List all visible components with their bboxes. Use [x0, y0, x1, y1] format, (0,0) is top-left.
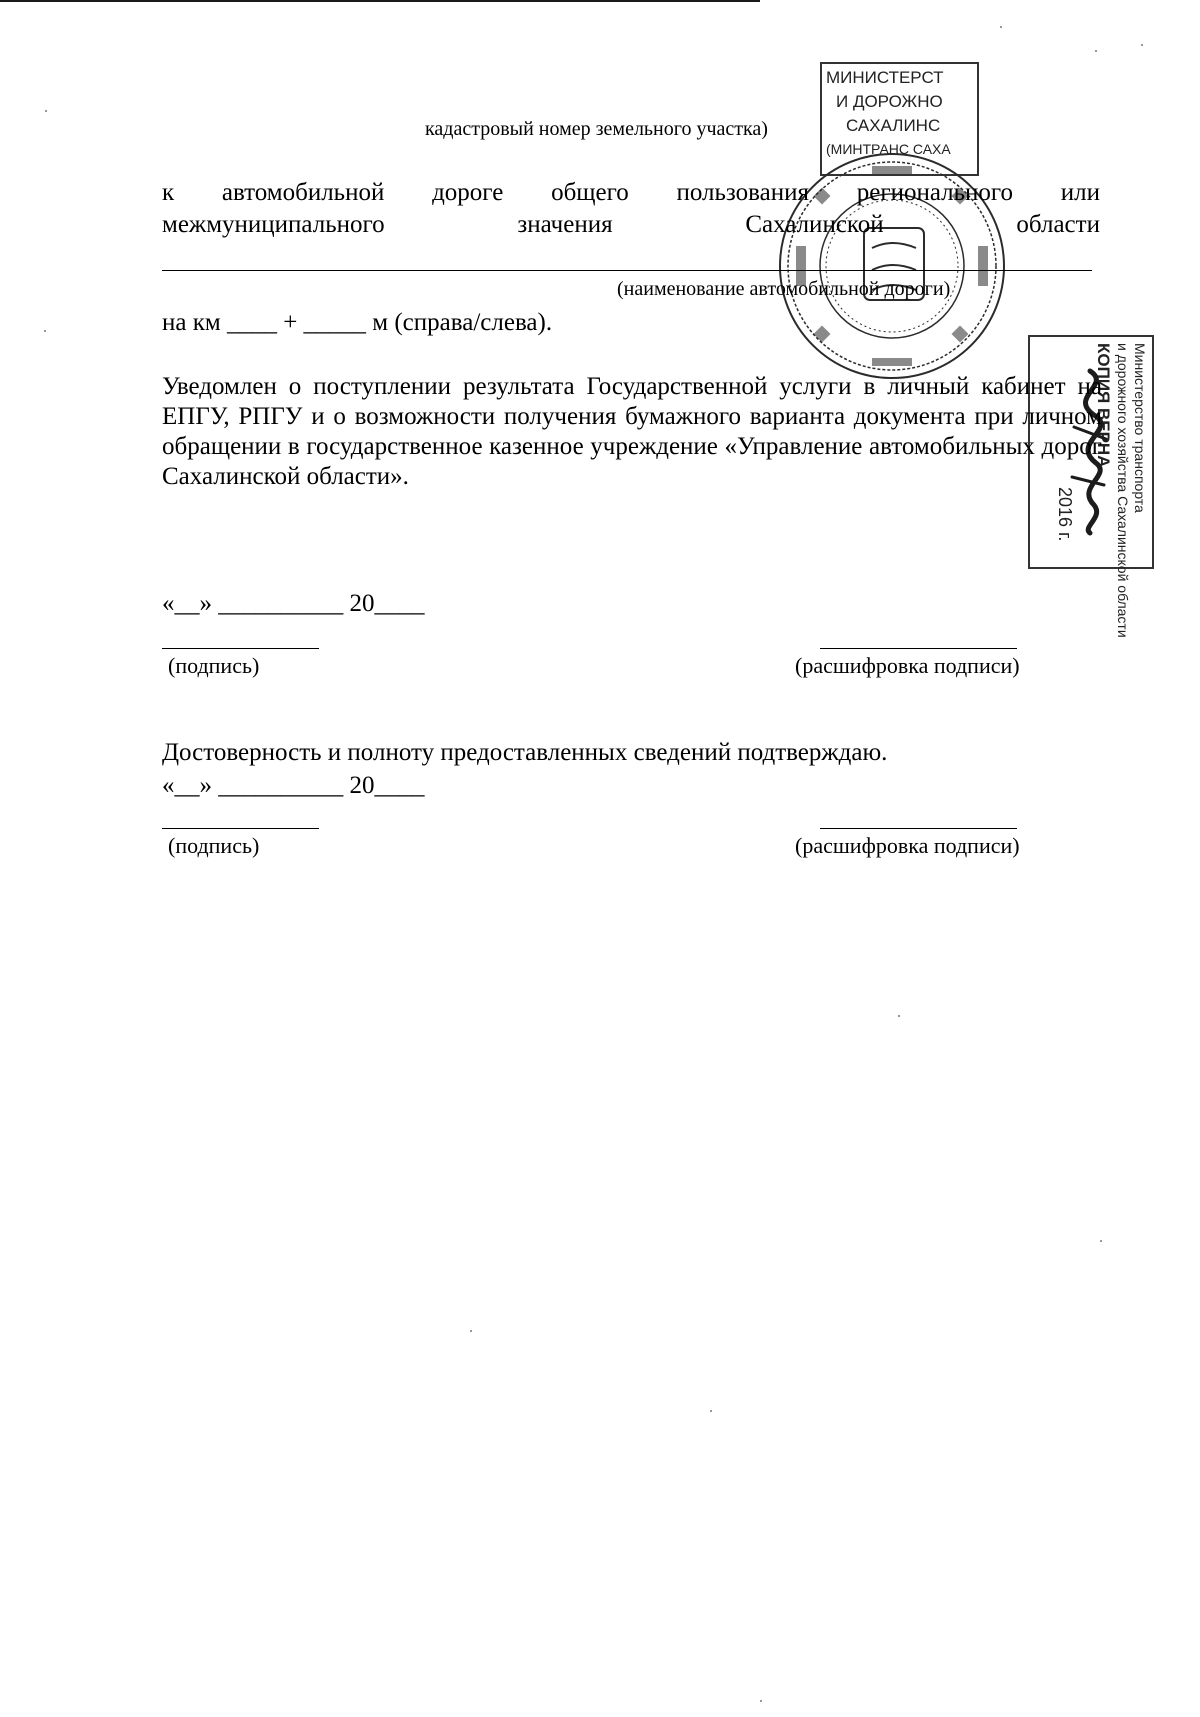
km-line: на км ____ + _____ м (справа/слева).	[162, 309, 553, 336]
notice-paragraph: Уведомлен о поступлении результата Государственной услуги в личный кабинет на ЕПГУ, РПГУ и о возможности получения бумажного варианта документа при личном обращении в государственное казенное учреждение «Управление автомобильных дорог Сахалинской области».	[162, 373, 1102, 490]
scan-speck	[1000, 26, 1002, 28]
ministry-stamp-line-1: МИНИСТЕРСТ	[826, 68, 944, 87]
road-name-underline	[162, 270, 1092, 271]
road-line1-word: регионального	[856, 179, 1014, 206]
signature-decode-line-1	[820, 648, 1017, 649]
road-text-line-1	[162, 178, 1100, 208]
signature-decode-caption-2: (расшифровка подписи)	[795, 833, 1020, 858]
vertical-stamp-year: 2016 г.	[1055, 487, 1075, 542]
ministry-stamp-line-4: (МИНТРАНС САХА	[826, 141, 951, 157]
vertical-stamp-line-2: и дорожного хозяйства Сахалинской области	[1115, 343, 1131, 638]
road-line2-word: области	[1016, 211, 1100, 238]
ministry-stamp-line-3: САХАЛИНС	[846, 116, 941, 135]
scan-speck	[45, 110, 47, 112]
scan-speck	[898, 1015, 900, 1017]
signature-line-1	[162, 648, 319, 649]
road-line1-word: или	[1060, 179, 1100, 206]
road-line1-word: пользования	[676, 179, 809, 206]
road-line2-word: значения	[517, 211, 613, 238]
scan-speck	[760, 1700, 762, 1702]
signature-decode-line-2	[820, 828, 1017, 829]
road-line1-word: общего	[551, 179, 629, 206]
signature-caption-2: (подпись)	[168, 833, 260, 858]
ministry-stamp-line-2: И ДОРОЖНО	[836, 92, 943, 111]
road-name-caption: (наименование автомобильной дороги)	[617, 278, 951, 300]
vertical-stamp-copy: КОПИЯ ВЕРНА	[1094, 343, 1113, 468]
signature-decode-caption-1: (расшифровка подписи)	[795, 653, 1020, 678]
vertical-stamp-line-1: Министерство транспорта	[1132, 343, 1148, 513]
road-line2-word: Сахалинской	[745, 211, 884, 238]
road-line2-word: межмуниципального	[162, 211, 385, 238]
road-line1-word: дороге	[432, 179, 504, 206]
road-text-line-2	[162, 210, 1100, 240]
date-line-2: «__» __________ 20____	[162, 772, 425, 799]
scan-speck	[710, 1410, 712, 1412]
scan-speck	[470, 1330, 472, 1332]
scan-speck	[1100, 1240, 1102, 1242]
signature-caption-1: (подпись)	[168, 653, 260, 678]
scan-speck	[1141, 44, 1143, 46]
scan-speck	[1095, 50, 1097, 52]
scan-speck	[44, 330, 46, 332]
cadastral-number-caption: кадастровый номер земельного участка)	[425, 118, 768, 140]
confirmation-text: Достоверность и полноту предоставленных сведений подтверждаю.	[162, 739, 888, 766]
date-line-1: «__» __________ 20____	[162, 590, 425, 617]
road-line1-word: к	[162, 179, 175, 206]
top-border-line	[0, 0, 760, 2]
signature-line-2	[162, 828, 319, 829]
road-line1-word: автомобильной	[221, 179, 385, 206]
